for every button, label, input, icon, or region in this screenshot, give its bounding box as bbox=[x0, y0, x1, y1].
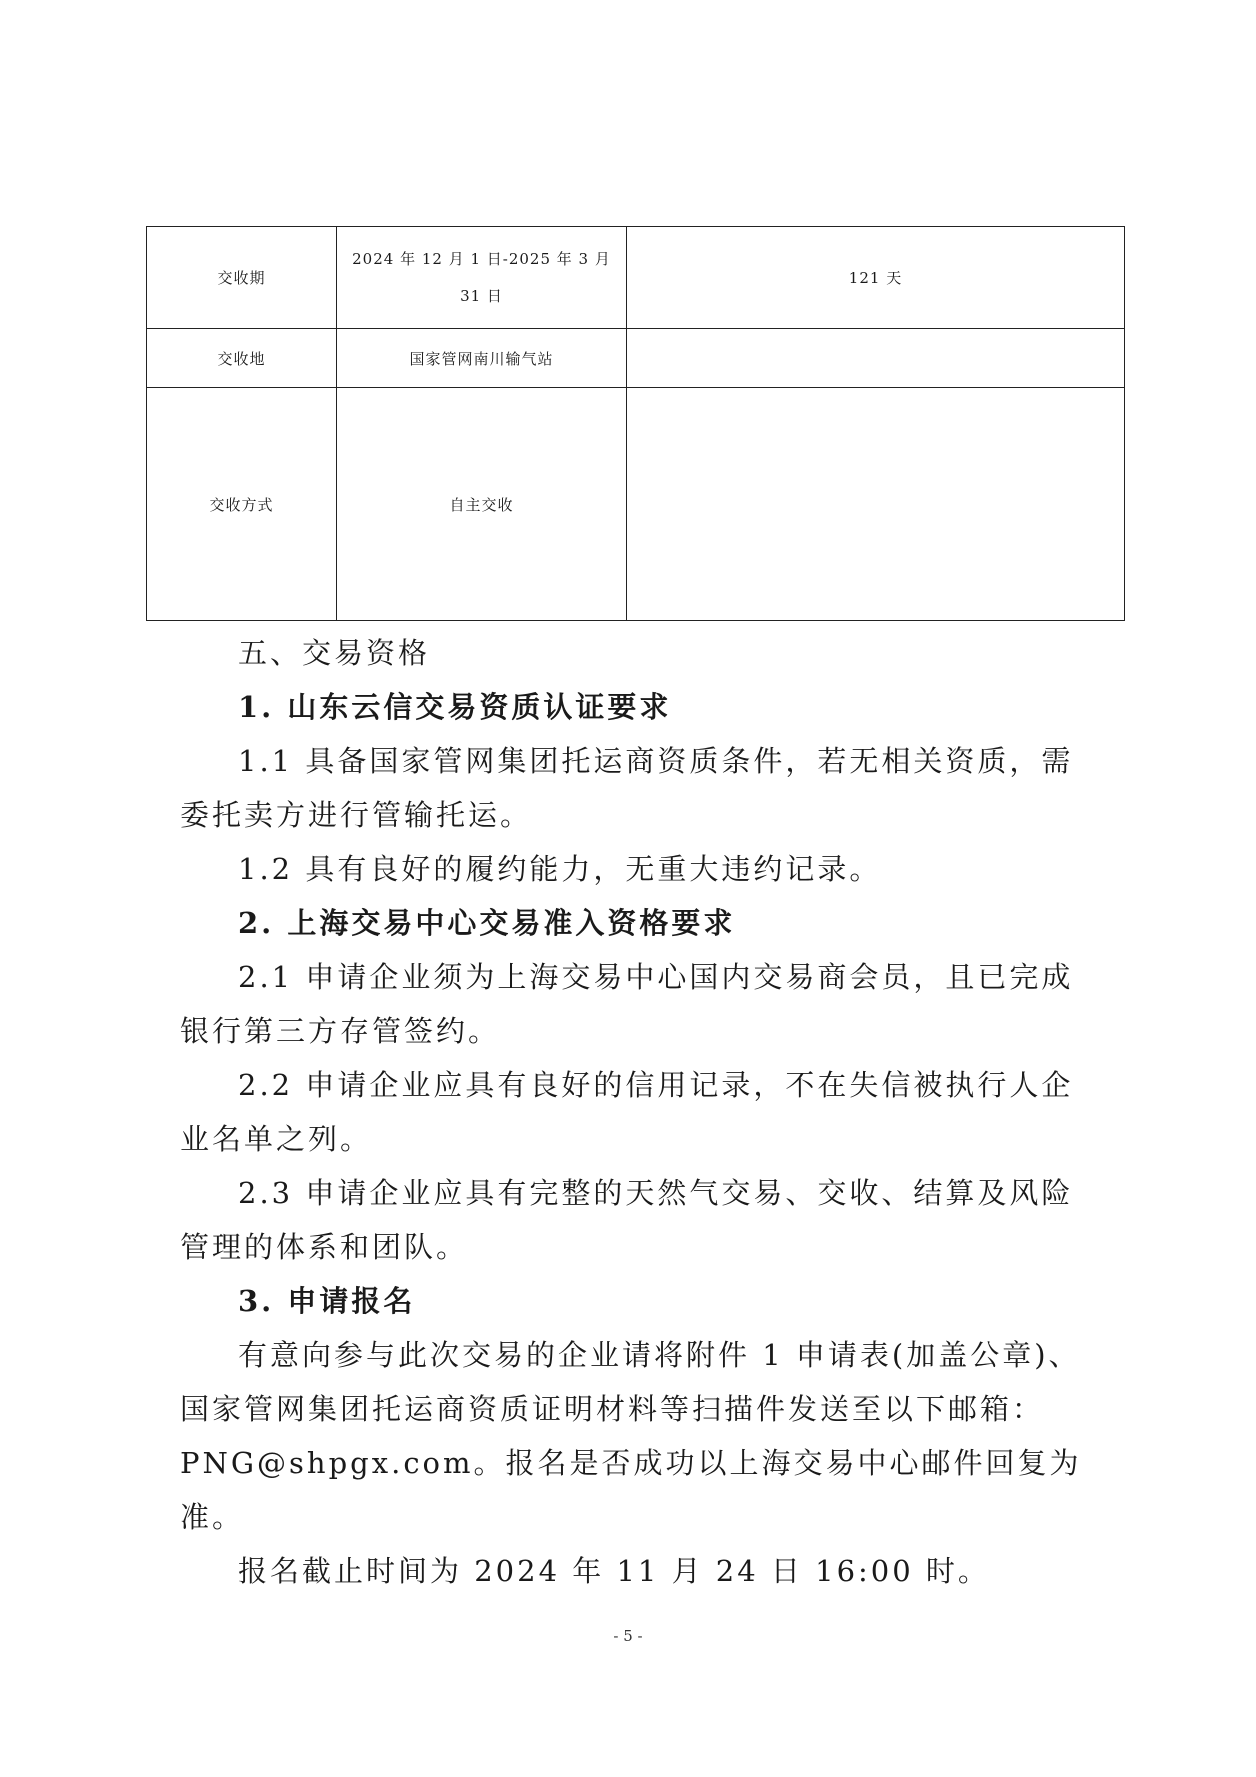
table-row bbox=[147, 329, 1125, 388]
paragraph: 1.2 具有良好的履约能力，无重大违约记录。 bbox=[238, 852, 882, 886]
subsection-heading: 3. 申请报名 bbox=[238, 1284, 416, 1318]
page-number: - 5 - bbox=[613, 1627, 643, 1645]
table-cell-value: 国家管网南川输气站 bbox=[337, 329, 627, 388]
table-row bbox=[147, 227, 1125, 329]
paragraph: 1.1 具备国家管网集团托运商资质条件，若无相关资质，需委托卖方进行管输托运。 bbox=[180, 744, 1074, 832]
paragraph: 2.3 申请企业应具有完整的天然气交易、交收、结算及风险管理的体系和团队。 bbox=[180, 1176, 1074, 1264]
table-cell-extra bbox=[627, 329, 1125, 388]
table-cell-value: 2024 年 12 月 1 日-2025 年 3 月 31 日 bbox=[337, 227, 627, 329]
table-row bbox=[147, 388, 1125, 621]
table-cell-value: 自主交收 bbox=[337, 388, 627, 621]
paragraph: 2.1 申请企业须为上海交易中心国内交易商会员，且已完成银行第三方存管签约。 bbox=[180, 960, 1074, 1048]
delivery-table bbox=[146, 226, 1125, 621]
table-cell-label: 交收方式 bbox=[147, 388, 337, 621]
table-cell-extra bbox=[627, 388, 1125, 621]
paragraph: 报名截止时间为 2024 年 11 月 24 日 16:00 时。 bbox=[238, 1554, 990, 1588]
subsection-heading: 1. 山东云信交易资质认证要求 bbox=[238, 690, 672, 724]
subsection-heading: 2. 上海交易中心交易准入资格要求 bbox=[238, 906, 736, 940]
paragraph: 有意向参与此次交易的企业请将附件 1 申请表(加盖公章)、国家管网集团托运商资质证明材料等扫描件发送至以下邮箱：PNG@shpgx.com。报名是否成功以上海交易中心邮件回复为准。 bbox=[180, 1338, 1082, 1534]
section-heading: 五、交易资格 bbox=[238, 636, 431, 670]
table-cell-label: 交收期 bbox=[147, 227, 337, 329]
section-body bbox=[180, 626, 1100, 1598]
table-cell-extra: 121 天 bbox=[627, 227, 1125, 329]
paragraph: 2.2 申请企业应具有良好的信用记录，不在失信被执行人企业名单之列。 bbox=[180, 1068, 1074, 1156]
table-cell-label: 交收地 bbox=[147, 329, 337, 388]
